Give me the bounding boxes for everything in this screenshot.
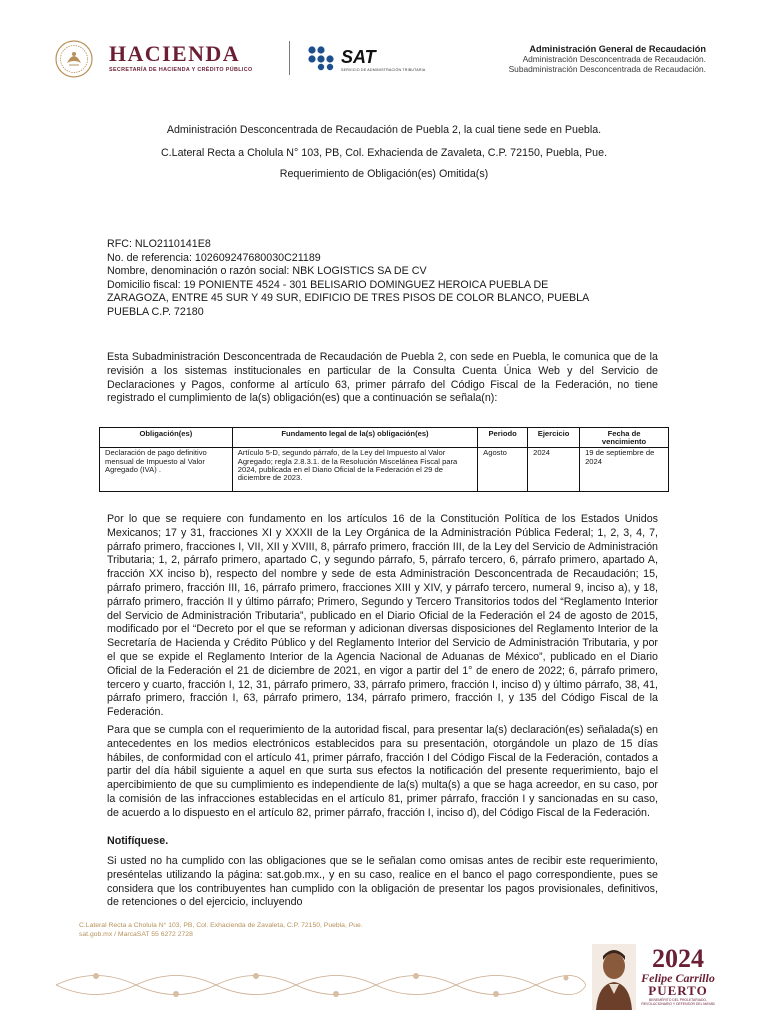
taxpayer-rfc: RFC: NLO2110141E8 xyxy=(107,238,211,250)
felipe-carrillo-portrait-icon xyxy=(592,944,636,1010)
anniversary-brand xyxy=(636,946,720,1006)
brand-tagline: BENEMÉRITO DEL PROLETARIADO, REVOLUCIONARIO Y DEFENSOR DEL MAYAB xyxy=(641,998,715,1006)
column-header: Fundamento legal de la(s) obligación(es) xyxy=(232,428,477,448)
column-header: Ejercicio xyxy=(528,428,580,448)
document-title: Requerimiento de Obligación(es) Omitida(s) xyxy=(279,168,489,180)
hacienda-logo-text: HACIENDA xyxy=(109,41,240,66)
footer-contact xyxy=(79,922,363,939)
office-heading: Administración Desconcentrada de Recaudación de Puebla 2, la cual tiene sede en Puebla. xyxy=(166,124,602,136)
fiscal-address-line: Domicilio fiscal: 19 PONIENTE 4524 - 301 BELISARIO DOMINGUEZ HEROICA PUEBLA DE xyxy=(107,278,549,291)
footer-address: C.Lateral Recta a Cholula N° 103, PB, Col. Exhacienda de Zavaleta, C.P. 72150, Puebla, Pue. xyxy=(79,922,363,929)
sat-logo-text: SAT xyxy=(341,47,376,67)
sat-subtitle: SERVICIO DE ADMINISTRACIÓN TRIBUTARIA xyxy=(341,68,426,72)
cell-fundamento: Artículo 5-D, segundo párrafo, de la Ley del Impuesto al Valor Agregado; regla 2.8.3.1. de la Resolución Miscelánea Fiscal para 2024, publicada en el Diario Oficial de la Federación el 29 de diciembre de 2023. xyxy=(232,448,477,492)
compliance-paragraph: Para que se cumpla con el requerimiento de la autoridad fiscal, para presentar la(s) declaración(es) señalada(s) en antecedentes en los medios electrónicos establecidos para su presentación, otorgándole un plazo de 15 días hábiles, de conformidad con el artículo 41, primer párrafo, fracción I del Código Fiscal de la Federación, contados a partir del día hábil siguiente a aquel en que surta sus efectos la notificación del presente requerimiento, bajo el apercibimiento de que su cumplimiento es independiente de la(s) multa(s) a que se haga acreedor, en su caso, por la comisión de las infracciones establecidas en el artículo 81, primer párrafo, fracción I y sancionadas en su caso, de acuerdo a lo dispuesto en el artículo 82, primer párrafo, fracción I, inciso d), del Código Fiscal de la Federación. xyxy=(107,724,658,819)
taxpayer-name: Nombre, denominación o razón social: NBK LOGISTICS SA DE CV xyxy=(107,265,427,278)
table-row xyxy=(100,448,669,492)
cell-obligacion: Declaración de pago definitivo mensual de Impuesto al Valor Agregado (IVA) . xyxy=(100,448,233,492)
legal-basis-paragraph: Por lo que se requiere con fundamento en los artículos 16 de la Constitución Política de los Estados Unidos Mexicanos; 17 y 31, fracciones XI y XXXII de la Ley Orgánica de la Administración Pública Federal; 1, 2, 3, 4, 7, párrafo primero, fracciones I, VII, XII y XVIII, 8, párrafo primero, fracción III, de la Ley del Servicio de Administración Tributaria; 1, 2, párrafo primero, apartado C, y segundo párrafo, 5, párrafo tercero, 6, párrafo primero, apartado A, fracción XX inciso b), respecto del nombre y sede de esta Administración Desconcentrada de Recaudación; 15, párrafo primero, fracción III, 16, párrafo primero, fracciones XIII y XIV, y párrafo tercero, numeral 9, inciso a), y 18, párrafo primero, fracción II y último párrafo; Primero, Segundo y Tercero Transitorios todos del “Reglamento Interior del Servicio de Administración Tributaria”, publicado en el Diario Oficial de la Federación el 24 de agosto de 2015, modificado por el “Decreto por el que se reforman y adicionan diversas disposiciones del Reglamento Interior de la Secretaría de Hacienda y Crédito Público y del Reglamento Interior del Servicio de Administración Tributaria, y por el que se expide el Reglamento Interior de la Agencia Nacional de Aduanas de México”, publicado en el Diario Oficial de la Federación el 21 de diciembre de 2021, en vigor a partir del 1° de enero de 2022; 6, párrafo primero, tercero y cuarto, fracción I, 12, 31, párrafo primero, 33, párrafo primero, fracción I, inciso d) y último párrafo, 38, 41, párrafo primero, fracción I, 63, párrafo primero, 134, párrafo primero, fracción I, y 135 del Código Fiscal de la Federación. xyxy=(107,513,658,719)
office-address: C.Lateral Recta a Cholula N° 103, PB, Col. Exhacienda de Zavaleta, C.P. 72150, Puebla, Pue. xyxy=(160,147,608,159)
cell-ejercicio: 2024 xyxy=(528,448,580,492)
issuer-general: Administración General de Recaudación xyxy=(529,44,706,54)
taxpayer-block xyxy=(107,238,667,320)
issuer-desconcentrada: Administración Desconcentrada de Recaudación. xyxy=(522,54,706,64)
final-paragraph: Si usted no ha cumplido con las obligaciones que se le señalan como omisas antes de recibir este requerimiento, preséntelas utilizando la página: sat.gob.mx., y en su caso, realice en el banco el pago correspondiente, pues se considera que los contribuyentes han cumplido con la obligación de presentar los pagos provisionales, definitivos, de retenciones o del ejercicio, incluyendo xyxy=(107,855,658,909)
letterhead xyxy=(52,36,706,80)
hacienda-subtitle: SECRETARÍA DE HACIENDA Y CRÉDITO PÚBLICO xyxy=(109,67,253,73)
notify-heading: Notifíquese. xyxy=(107,835,169,847)
cell-periodo: Agosto xyxy=(478,448,528,492)
brand-name: Felipe Carrillo xyxy=(641,971,715,985)
issuer-subadministracion: Subadministración Desconcentrada de Recaudación. xyxy=(508,64,706,74)
issuer-block xyxy=(509,44,706,74)
brand-year: 2024 xyxy=(652,944,704,973)
cell-vencimiento: 19 de septiembre de 2024 xyxy=(580,448,669,492)
intro-paragraph: Esta Subadministración Desconcentrada de Recaudación de Puebla 2, con sede en Puebla, le comunica que de la revisión a los sistemas institucionales en particular de la Consulta Cuenta Única Web y del Servicio de Declaraciones y Pagos, conforme al artículo 63, primer párrafo del Código Fiscal de la Federación, no tiene registrado el cumplimiento de la(s) obligación(es) que a continuación se señala(n): xyxy=(107,351,658,405)
fiscal-address-line: PUEBLA C.P. 72180 xyxy=(107,305,204,318)
decorative-garland-icon xyxy=(56,962,586,1008)
reference-number: No. de referencia: 102609247680030C21189 xyxy=(107,251,321,264)
brand-place: PUERTO xyxy=(648,983,708,998)
obligations-table xyxy=(99,427,669,492)
header-divider xyxy=(289,41,290,75)
footer-website: sat.gob.mx / MarcaSAT 55 6272 2728 xyxy=(79,930,193,938)
column-header: Periodo xyxy=(478,428,528,448)
sat-logo-icon xyxy=(307,45,337,71)
column-header: Obligación(es) xyxy=(100,428,233,448)
mexico-seal-icon xyxy=(54,39,94,79)
column-header: Fecha de vencimiento xyxy=(580,428,669,448)
table-header-row xyxy=(100,428,669,448)
fiscal-address-line: ZARAGOZA, ENTRE 45 SUR Y 49 SUR, EDIFICIO DE TRES PISOS DE COLOR BLANCO, PUEBLA xyxy=(107,292,590,305)
